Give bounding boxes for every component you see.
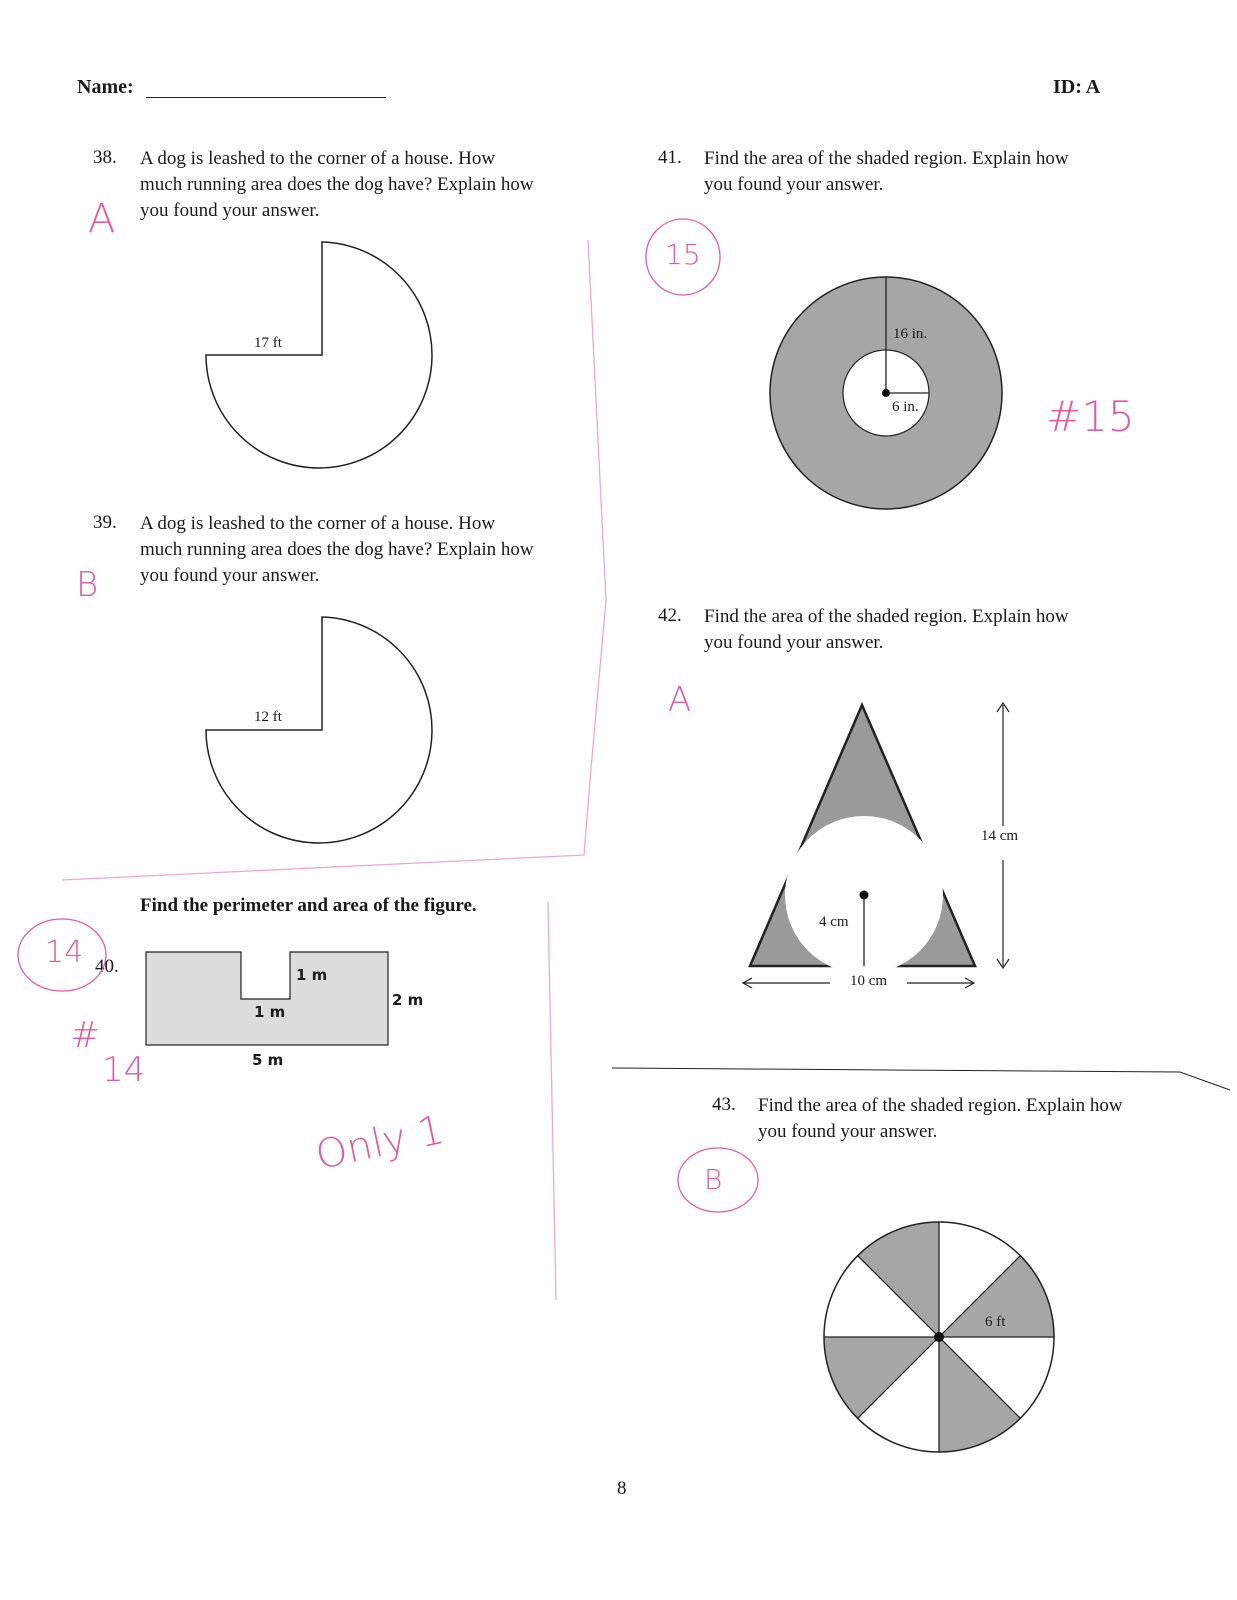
q42-base-label: 10 cm bbox=[850, 973, 888, 989]
q41-inner-label: 6 in. bbox=[892, 399, 919, 415]
q41-outer-label: 16 in. bbox=[893, 326, 928, 342]
q40-note-number: 14 bbox=[102, 1050, 146, 1090]
q38-number: 38. bbox=[93, 147, 117, 168]
q42-radius-label: 4 cm bbox=[819, 914, 849, 930]
q39-line-3: you found your answer. bbox=[140, 565, 320, 586]
name-label: Name: bbox=[77, 76, 134, 98]
q43-radius-label: 6 ft bbox=[985, 1314, 1006, 1330]
q40-number: 40. bbox=[95, 956, 119, 977]
q38-radius-label: 17 ft bbox=[254, 335, 282, 351]
page-number: 8 bbox=[617, 1478, 627, 1499]
q39-number: 39. bbox=[93, 512, 117, 533]
q43-grade-mark: B bbox=[704, 1163, 723, 1196]
id-label: ID: A bbox=[1053, 76, 1101, 98]
q41-number-note: #15 bbox=[1046, 392, 1135, 441]
q43-line-1: Find the area of the shaded region. Explain how bbox=[758, 1095, 1123, 1116]
q42-grade-mark: A bbox=[668, 680, 692, 720]
q39-radius-label: 12 ft bbox=[254, 709, 282, 725]
q38-grade-mark: A bbox=[88, 196, 116, 242]
q40-instruction: Find the perimeter and area of the figure. bbox=[140, 895, 477, 916]
q40-label-notch-bottom: 1 m bbox=[254, 1003, 286, 1021]
q40-label-right-side: 2 m bbox=[392, 991, 424, 1009]
q41-number: 41. bbox=[658, 147, 682, 168]
q38-line-3: you found your answer. bbox=[140, 200, 320, 221]
q41-circled-note: 15 bbox=[665, 238, 701, 271]
q43-number: 43. bbox=[712, 1094, 736, 1115]
q40-circled-note: 14 bbox=[45, 935, 84, 970]
q43-line-2: you found your answer. bbox=[758, 1121, 938, 1142]
q42-number: 42. bbox=[658, 605, 682, 626]
q40-label-notch-side: 1 m bbox=[296, 966, 328, 984]
q39-line-1: A dog is leashed to the corner of a house. How bbox=[140, 513, 496, 534]
q42-line-1: Find the area of the shaded region. Explain how bbox=[704, 606, 1069, 627]
q40-only-note: Only 1 bbox=[311, 1107, 449, 1179]
q40-note-hash: # bbox=[70, 1015, 101, 1056]
q42-height-label: 14 cm bbox=[981, 828, 1019, 844]
q41-line-2: you found your answer. bbox=[704, 174, 884, 195]
q40-label-bottom: 5 m bbox=[252, 1051, 284, 1069]
q38-line-1: A dog is leashed to the corner of a house. How bbox=[140, 148, 496, 169]
q39-line-2: much running area does the dog have? Explain how bbox=[140, 539, 534, 560]
q38-line-2: much running area does the dog have? Explain how bbox=[140, 174, 534, 195]
q41-line-1: Find the area of the shaded region. Explain how bbox=[704, 148, 1069, 169]
q39-grade-mark: B bbox=[76, 565, 99, 605]
q42-line-2: you found your answer. bbox=[704, 632, 884, 653]
